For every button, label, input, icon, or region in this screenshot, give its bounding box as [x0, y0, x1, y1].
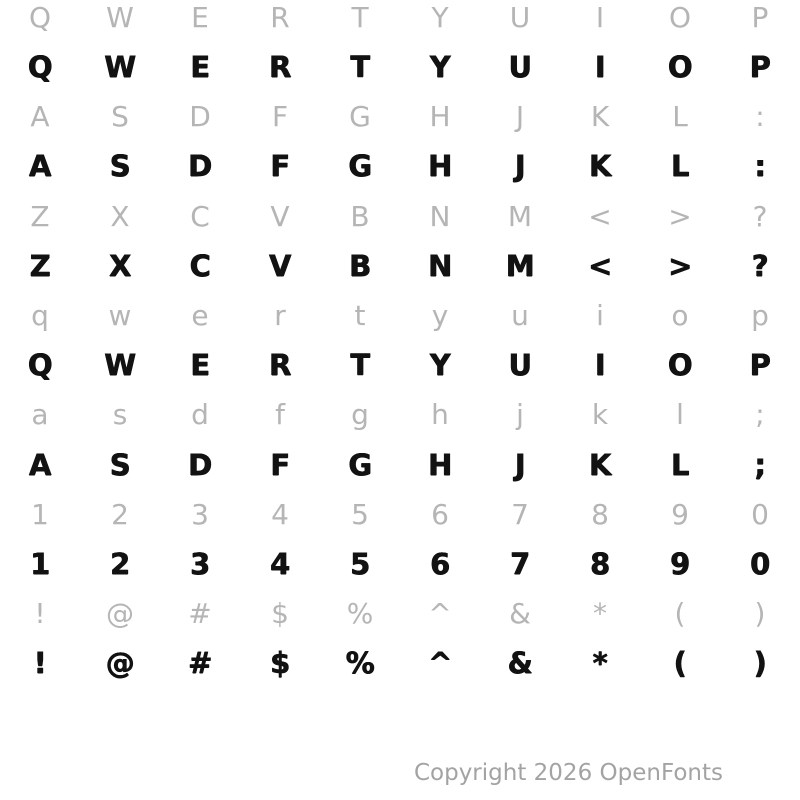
reference-glyph: j [516, 398, 524, 432]
specimen-glyph: O [667, 50, 693, 85]
reference-glyph: X [110, 199, 130, 233]
specimen-glyph: 7 [510, 546, 530, 581]
specimen-glyph: ( [673, 646, 687, 681]
specimen-glyph: O [667, 348, 693, 383]
specimen-glyph: R [269, 50, 291, 85]
specimen-glyph: X [109, 248, 131, 283]
copyright-notice: Copyright 2026 OpenFonts [413, 760, 723, 786]
reference-glyph: k [591, 398, 609, 432]
specimen-glyph: # [188, 646, 212, 681]
reference-char-row [0, 490, 800, 540]
reference-glyph: t [354, 298, 366, 332]
specimen-glyph: H [428, 149, 452, 184]
specimen-glyph: J [514, 447, 526, 482]
reference-glyph: ^ [428, 597, 452, 631]
reference-glyph: $ [271, 597, 289, 631]
specimen-glyph: Y [429, 348, 451, 383]
reference-glyph: r [274, 298, 286, 332]
specimen-glyph: Z [29, 248, 51, 283]
specimen-char-row [0, 440, 800, 490]
specimen-glyph: P [749, 348, 771, 383]
reference-glyph: T [351, 0, 369, 34]
reference-char-row [0, 92, 800, 142]
specimen-glyph: E [190, 348, 210, 383]
reference-glyph: y [431, 298, 449, 332]
reference-glyph: > [668, 199, 692, 233]
reference-glyph: h [431, 398, 449, 432]
specimen-glyph: B [349, 248, 371, 283]
reference-glyph: f [275, 398, 285, 432]
specimen-char-row [0, 341, 800, 391]
reference-glyph: D [189, 100, 211, 134]
reference-char-row [0, 589, 800, 639]
specimen-glyph: 9 [670, 546, 690, 581]
specimen-glyph: F [270, 149, 290, 184]
reference-glyph: s [112, 398, 128, 432]
specimen-glyph: R [269, 348, 291, 383]
specimen-glyph: 4 [270, 546, 290, 581]
reference-glyph: Z [30, 199, 50, 233]
reference-glyph: ? [752, 199, 768, 233]
reference-glyph: E [191, 0, 209, 34]
reference-glyph: N [429, 199, 451, 233]
specimen-glyph: K [589, 149, 611, 184]
specimen-glyph: D [188, 447, 212, 482]
reference-glyph: A [30, 100, 50, 134]
specimen-glyph: 2 [110, 546, 130, 581]
specimen-glyph: G [348, 447, 372, 482]
specimen-glyph: * [592, 646, 608, 681]
reference-char-row [0, 0, 800, 43]
specimen-glyph: J [514, 149, 526, 184]
specimen-glyph: 3 [190, 546, 210, 581]
specimen-glyph: @ [105, 646, 135, 681]
reference-char-row [0, 192, 800, 242]
specimen-glyph: T [350, 348, 370, 383]
reference-glyph: i [596, 298, 604, 332]
reference-glyph: I [595, 0, 605, 34]
reference-glyph: d [191, 398, 209, 432]
reference-glyph: B [350, 199, 370, 233]
reference-glyph: ) [754, 597, 766, 631]
specimen-glyph: S [109, 447, 131, 482]
specimen-glyph: 8 [590, 546, 610, 581]
specimen-glyph: E [190, 50, 210, 85]
specimen-glyph: & [507, 646, 533, 681]
reference-glyph: 3 [191, 497, 209, 531]
specimen-glyph: < [588, 248, 612, 283]
reference-glyph: : [755, 100, 765, 134]
reference-glyph: u [511, 298, 529, 332]
reference-glyph: R [270, 0, 290, 34]
specimen-glyph: L [671, 447, 689, 482]
specimen-glyph: ) [753, 646, 767, 681]
specimen-glyph: L [671, 149, 689, 184]
specimen-glyph: N [428, 248, 452, 283]
reference-glyph: V [270, 199, 290, 233]
specimen-char-row [0, 43, 800, 93]
reference-glyph: ( [674, 597, 686, 631]
specimen-char-row [0, 639, 800, 689]
reference-glyph: Q [28, 0, 52, 34]
reference-glyph: K [590, 100, 610, 134]
reference-glyph: # [188, 597, 212, 631]
specimen-glyph: % [345, 646, 375, 681]
reference-glyph: G [349, 100, 371, 134]
reference-char-row [0, 291, 800, 341]
reference-glyph: 9 [671, 497, 689, 531]
reference-glyph: @ [106, 597, 134, 631]
specimen-glyph: 1 [30, 546, 50, 581]
reference-glyph: U [509, 0, 531, 34]
specimen-glyph: Q [27, 50, 53, 85]
specimen-glyph: ; [754, 447, 766, 482]
specimen-glyph: S [109, 149, 131, 184]
reference-char-row [0, 391, 800, 441]
reference-glyph: ! [34, 597, 46, 631]
reference-glyph: 8 [591, 497, 609, 531]
specimen-glyph: ? [751, 248, 769, 283]
specimen-glyph: 0 [750, 546, 770, 581]
reference-glyph: e [191, 298, 209, 332]
reference-glyph: L [672, 100, 688, 134]
specimen-glyph: H [428, 447, 452, 482]
specimen-glyph: : [754, 149, 766, 184]
specimen-glyph: $ [270, 646, 290, 681]
specimen-glyph: Y [429, 50, 451, 85]
reference-glyph: O [668, 0, 692, 34]
specimen-glyph: T [350, 50, 370, 85]
reference-glyph: 7 [511, 497, 529, 531]
reference-glyph: p [751, 298, 769, 332]
reference-glyph: * [593, 597, 607, 631]
specimen-glyph: 5 [350, 546, 370, 581]
specimen-glyph: I [594, 348, 606, 383]
reference-glyph: 4 [271, 497, 289, 531]
specimen-glyph: G [348, 149, 372, 184]
reference-glyph: Y [431, 0, 449, 34]
reference-glyph: w [108, 298, 132, 332]
specimen-glyph: A [29, 149, 51, 184]
specimen-glyph: W [104, 348, 136, 383]
specimen-glyph: A [29, 447, 51, 482]
specimen-glyph: I [594, 50, 606, 85]
specimen-glyph: V [269, 248, 291, 283]
reference-glyph: H [429, 100, 451, 134]
reference-glyph: l [676, 398, 684, 432]
reference-glyph: M [507, 199, 533, 233]
specimen-glyph: > [668, 248, 692, 283]
specimen-char-row [0, 142, 800, 192]
specimen-glyph: U [508, 348, 532, 383]
specimen-glyph: ! [33, 646, 47, 681]
specimen-glyph: M [505, 248, 535, 283]
reference-glyph: < [588, 199, 612, 233]
reference-glyph: S [111, 100, 129, 134]
reference-glyph: o [671, 298, 689, 332]
reference-glyph: ; [755, 398, 765, 432]
specimen-glyph: ^ [428, 646, 452, 681]
reference-glyph: F [271, 100, 289, 134]
reference-glyph: 1 [31, 497, 49, 531]
reference-glyph: 0 [751, 497, 769, 531]
specimen-glyph: U [508, 50, 532, 85]
reference-glyph: 2 [111, 497, 129, 531]
reference-glyph: g [351, 398, 369, 432]
specimen-char-row [0, 540, 800, 590]
reference-glyph: C [190, 199, 210, 233]
reference-glyph: W [106, 0, 134, 34]
reference-glyph: % [346, 597, 374, 631]
specimen-glyph: P [749, 50, 771, 85]
specimen-glyph: Q [27, 348, 53, 383]
specimen-glyph: F [270, 447, 290, 482]
specimen-glyph: C [189, 248, 211, 283]
reference-glyph: a [31, 398, 49, 432]
specimen-char-row [0, 241, 800, 291]
reference-glyph: q [31, 298, 49, 332]
specimen-glyph: W [104, 50, 136, 85]
specimen-glyph: D [188, 149, 212, 184]
reference-glyph: & [509, 597, 531, 631]
reference-glyph: 6 [431, 497, 449, 531]
specimen-glyph: K [589, 447, 611, 482]
specimen-glyph: 6 [430, 546, 450, 581]
reference-glyph: 5 [351, 497, 369, 531]
reference-glyph: P [751, 0, 769, 34]
reference-glyph: J [515, 100, 525, 134]
